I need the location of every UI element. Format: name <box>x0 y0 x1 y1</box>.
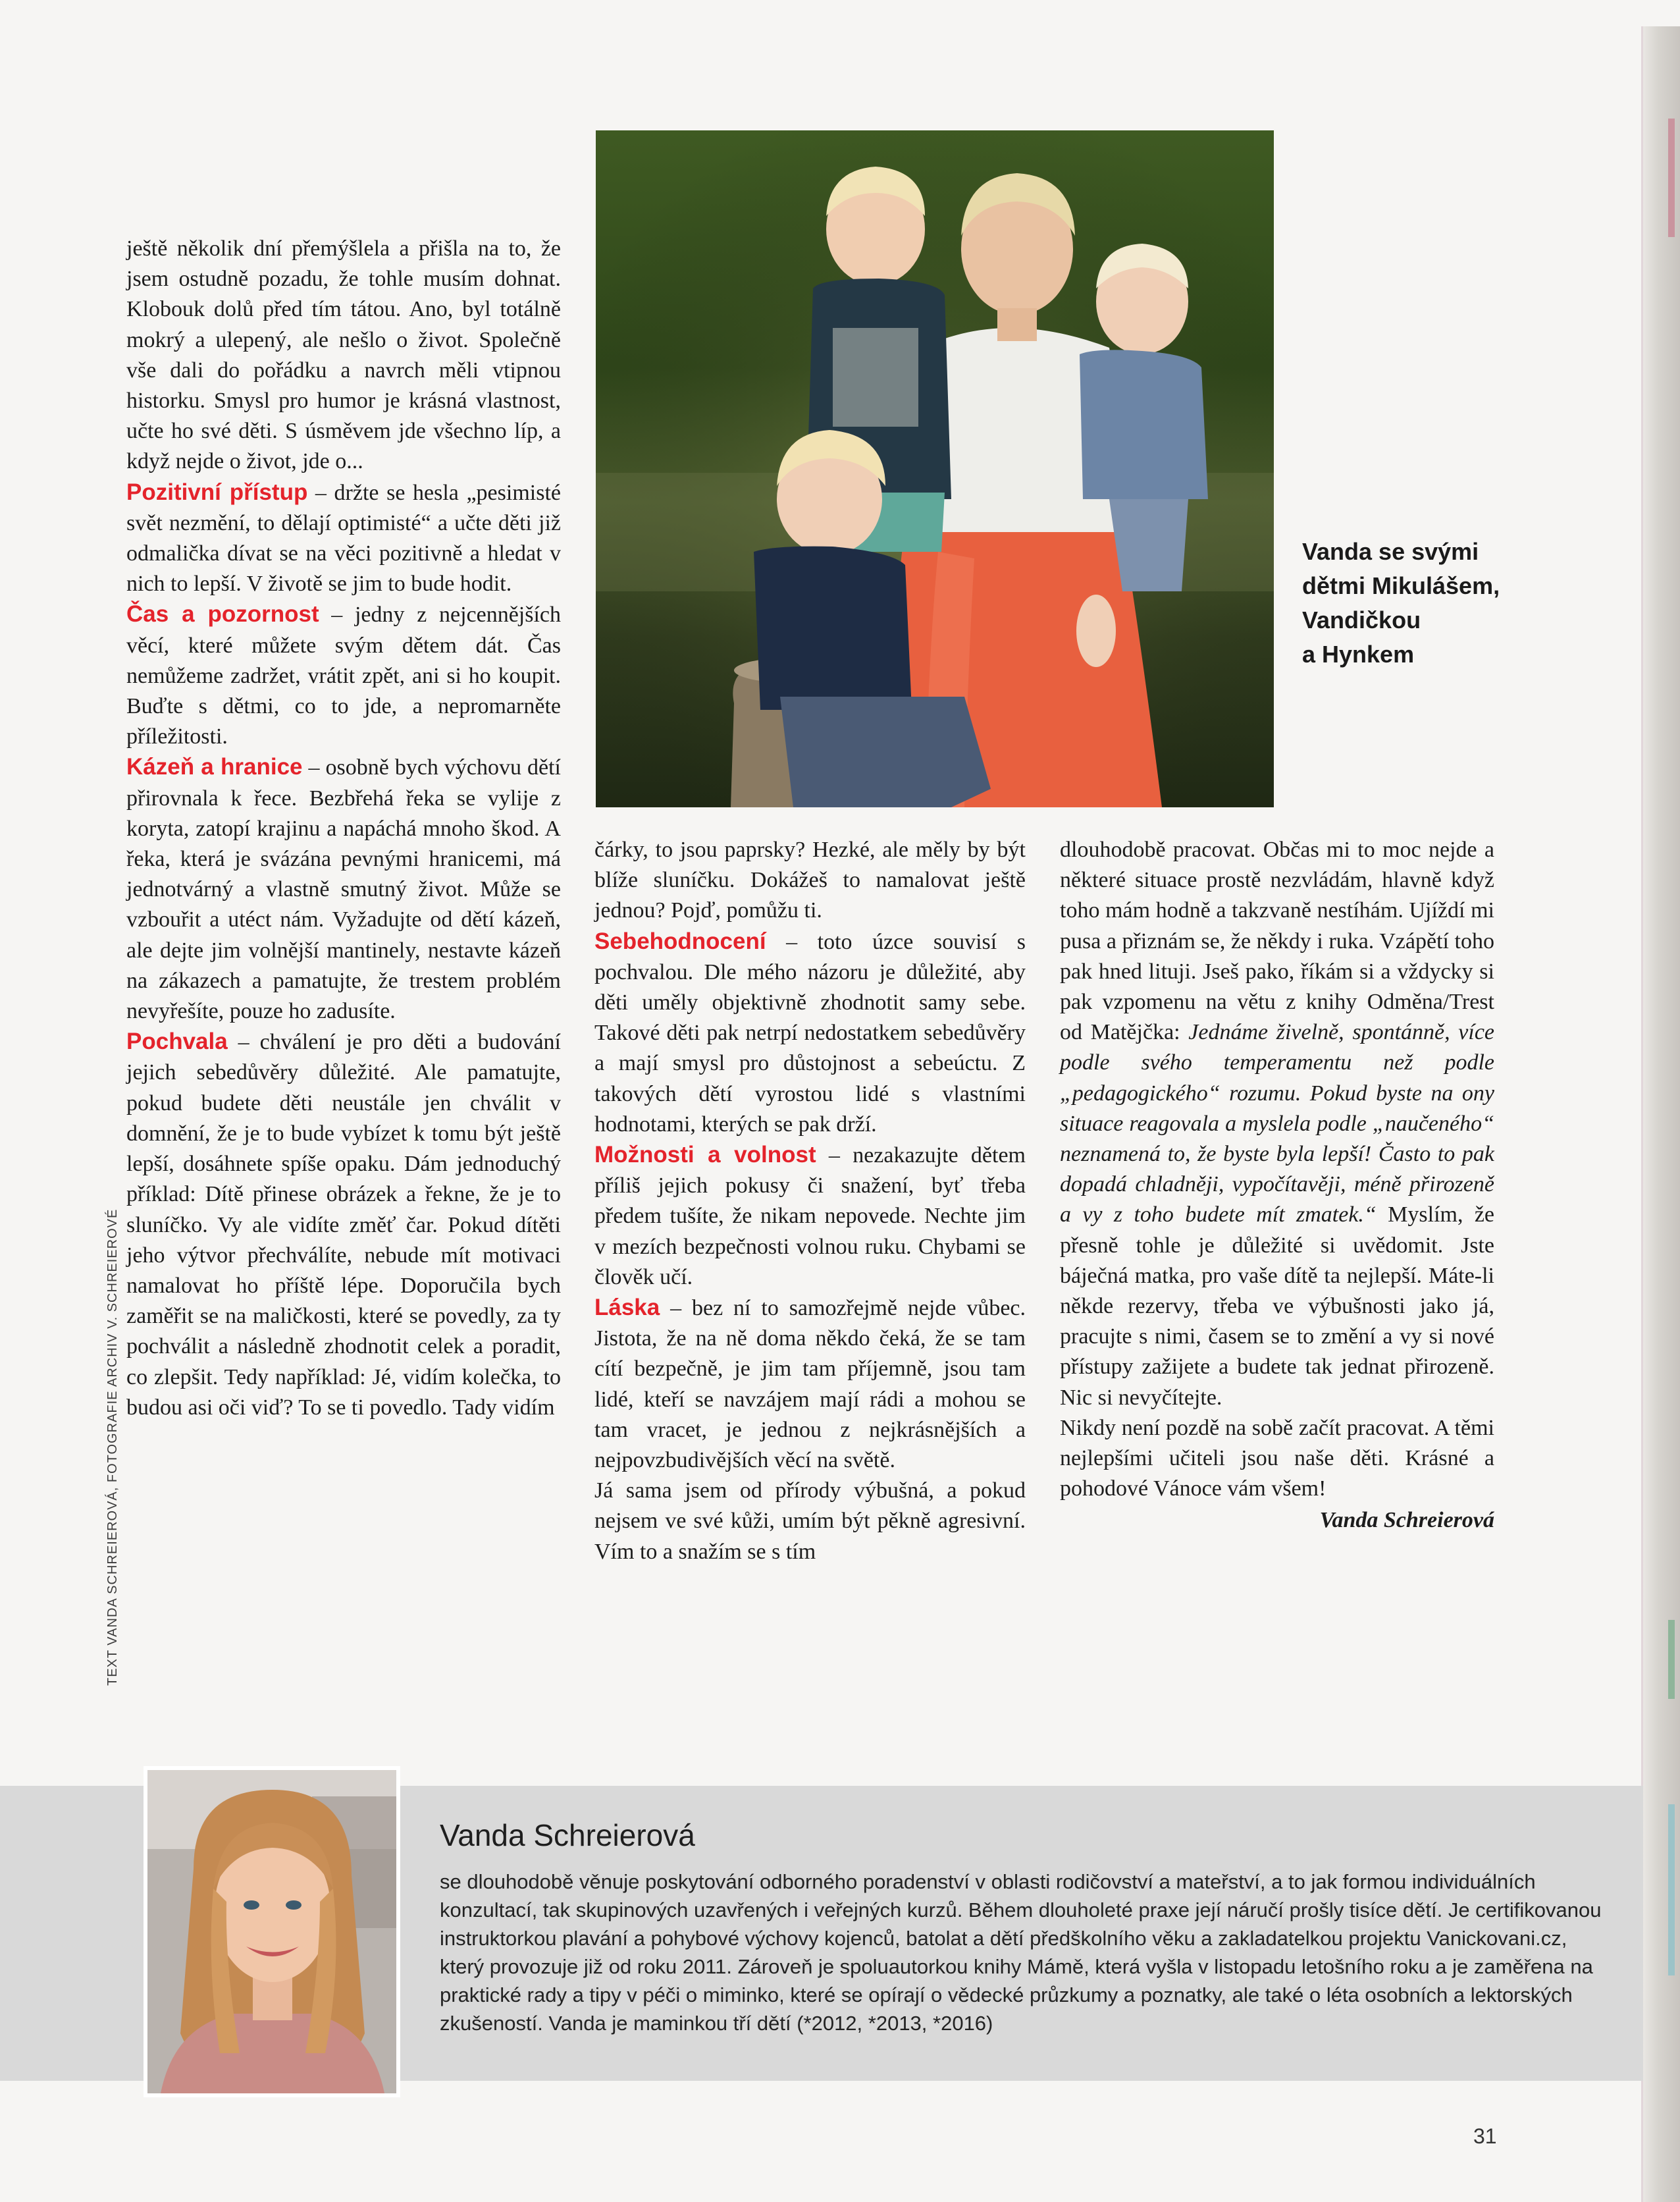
photo-credits <box>105 1159 132 1686</box>
body-text: – chválení je pro děti a budování jejich sebedůvěry důležité. Ale pamatujte, pokud budete děti neustále jen chválit v domnění, že je to bude vybízet k tomu být ještě lepší, dosáhnete spíše opaku. Dám jednoduchý příklad: Dítě přinese obrázek a řekne, že je to sluníčko. Vy ale vidíte změť čar. Pokud dítěti jeho výtvor přechválíte, nebude mít motivaci namalovat ho příště lépe. Doporučila bych zaměřit se na maličkosti, které se povedly, za ty pochválit a následně zhodnotit celek a poradit, co zlepšit. Tedy například: Jé, vidím kolečka, to budou asi oči viď? To se ti povedlo. Tady vidím <box>126 1030 561 1420</box>
body-text: čárky, to jsou paprsky? Hezké, ale měly by být blíže sluníčku. Dokážeš to namalovat ještě jednou? Pojď, pomůžu ti. <box>594 838 1026 923</box>
paragraph <box>594 1293 1026 1476</box>
paragraph <box>594 1476 1026 1567</box>
article-column-2 <box>594 835 1026 1567</box>
book-quote: Jednáme živelně, spontánně, více podle svého temperamentu než podle „pedagogického“ rozumu. Pokud byste na ony situace reagovala a myslela podle „naučeného“ neznamená to, že byste byla lepší! Často to pak dopadá chladněji, vypočítavěji, méně přirozeně a vy z toho budete mít zmatek.“ <box>1060 1020 1494 1227</box>
section-heading: Sebehodnocení <box>594 928 766 954</box>
body-text: – toto úzce souvisí s pochvalou. Dle mého názoru je důležité, aby děti uměly objektivně zhodnotit samy sebe. Takové děti pak netrpí nedostatkem sebedůvěry a mají smysl pro důstojnost a sebeúctu. Z takových dětí vyrostou lidé s vlastními hodnotami, kterých se pak drží. <box>594 929 1026 1137</box>
page-edge <box>1641 26 1680 2202</box>
caption-line: Vanda se svými <box>1302 538 1479 565</box>
section-heading: Kázeň a hranice <box>126 754 303 780</box>
caption-line: dětmi Mikulášem, <box>1302 572 1500 599</box>
photo-caption <box>1302 535 1519 672</box>
paragraph <box>594 1140 1026 1293</box>
credits-text: TEXT VANDA SCHREIEROVÁ, FOTOGRAFIE ARCHIV V. SCHREIEROVÉ <box>105 1208 120 1686</box>
section-heading: Pozitivní přístup <box>126 479 308 505</box>
body-text: Myslím, že přesně tohle je důležité si uvědomit. Jste báječná matka, pro vaše dítě ta nejlepší. Máte-li někde rezervy, třeba ve výbušnosti jako já, pracujte s nimi, časem se to změní a vy si nové přístupy zažijete a budete tak jednat přirozeně. Nic si nevyčítejte. <box>1060 1202 1494 1410</box>
section-heading: Pochvala <box>126 1029 228 1055</box>
body-text: Já sama jsem od přírody výbušná, a pokud nejsem ve své kůži, umím být pěkně agresivní. Vím to a snažím se s tím <box>594 1478 1026 1564</box>
bio-author-name: Vanda Schreierová <box>440 1818 695 1852</box>
bio-text: se dlouhodobě věnuje poskytování odborného poradenství v oblasti rodičovství a mateřství, a to jak formou individuálních konzultací, tak skupinových uzavřených i veřejných kurzů. Během dlouholeté praxe její náručí prošly tisíce dětí. Je certifikovanou instruktorkou plavání a pohybové výchovy kojenců, batolat a dětí předškolního věku a zakladatelkou projektu Vanickovani.cz, který provozuje již od roku 2011. Zároveň je spoluautorkou knihy Mámě, která vyšla v listopadu letošního roku a je zaměřena na praktické rady a tipy v péči o miminko, které se opírají o vědecké průzkumy a poznatky, ale také o léta osobních a lektorských zkušeností. Vanda je maminkou tří dětí (*2012, *2013, *2016) <box>440 1870 1602 2035</box>
body-text: ještě několik dní přemýšlela a přišla na to, že jsem ostudně pozadu, že tohle musím dohnat. Klobouk dolů před tím tátou. Ano, byl totálně mokrý a ulepený, ale nešlo o život. Společně vše dali do pořádku a navrch měli vtipnou historku. Smysl pro humor je krásná vlastnost, učte ho své děti. S úsměvem jde všechno líp, a když nejde o život, jde o... <box>126 236 561 474</box>
body-text: Nikdy není pozdě na sobě začít pracovat. A těmi nejlepšími učiteli jsou naše děti. Krásné a pohodové Vánoce vám všem! <box>1060 1415 1494 1501</box>
paragraph <box>1060 1413 1494 1505</box>
article-column-1 <box>126 234 561 1423</box>
body-text: dlouhodobě pracovat. Občas mi to moc nejde a některé situace prostě nezvládám, hlavně když toho mám hodně a takzvaně nestíhám. Ujíždí mi pusa a přiznám se, že někdy i ruka. Vzápětí toho pak hned lituji. Jseš pako, říkám si a vždycky si pak vzpomenu na větu z knihy Odměna/Trest od Matějčka: <box>1060 838 1494 1045</box>
author-portrait <box>144 1766 400 2097</box>
caption-line: Vandičkou <box>1302 606 1421 633</box>
section-heading: Možnosti a volnost <box>594 1142 816 1168</box>
caption-line: a Hynkem <box>1302 641 1415 668</box>
paragraph <box>594 926 1026 1140</box>
paragraph <box>126 752 561 1027</box>
body-text: – nezakazujte dětem příliš jejich pokusy či snažení, byť třeba předem tušíte, že nikam nepovede. Nechte jim v mezích bezpečnosti volnou ruku. Chybami se člověk učí. <box>594 1143 1026 1289</box>
family-photo <box>596 130 1274 807</box>
section-heading: Láska <box>594 1295 660 1321</box>
page-number: 31 <box>1473 2124 1497 2148</box>
paragraph <box>126 599 561 752</box>
section-heading: Čas a pozornost <box>126 601 319 628</box>
body-text: – jedny z nejcennějších věcí, které můžete svým dětem dát. Čas nemůžeme zadržet, vrátit zpět, ani si ho koupit. Buďte s dětmi, co to jde, a nepromarněte příležitosti. <box>126 603 561 749</box>
paragraph <box>126 234 561 477</box>
paragraph <box>126 477 561 600</box>
body-text: – držte se hesla „pesimisté svět nezmění, to dělají optimisté“ a učte děti již odmalička dívat se na věci pozitivně a hledat v nich to lepší. V životě se jim to bude hodit. <box>126 480 561 597</box>
body-text: – osobně bych výchovu dětí přirovnala k řece. Bezbřehá řeka se vylije z koryta, zatopí krajinu a napáchá mnoho škod. A řeka, která je svázána pevnými hranicemi, má jednotvárný a vlastně smutný život. Může se vzbouřit a utéct nám. Vyžadujte od dětí kázeň, ale dejte jim volnější mantinely, nestavte kázeň na zákazech a pamatujte, že trestem problém nevyřešíte, pouze ho zadusíte. <box>126 755 561 1024</box>
article-column-3 <box>1060 835 1494 1536</box>
paragraph <box>1060 835 1494 1413</box>
body-text: – bez ní to samozřejmě nejde vůbec. Jistota, že na ně doma někdo čeká, že se tam cítí bezpečně, je jim tam příjemně, jsou tam lidé, kteří se navzájem mají rádi a mohou se tam vracet, je jednou z nejkrásnějších a nejpovzbudivějších věcí na světě. <box>594 1296 1026 1473</box>
paragraph <box>126 1027 561 1423</box>
paragraph <box>594 835 1026 926</box>
author-signature: Vanda Schreierová <box>1319 1508 1494 1533</box>
